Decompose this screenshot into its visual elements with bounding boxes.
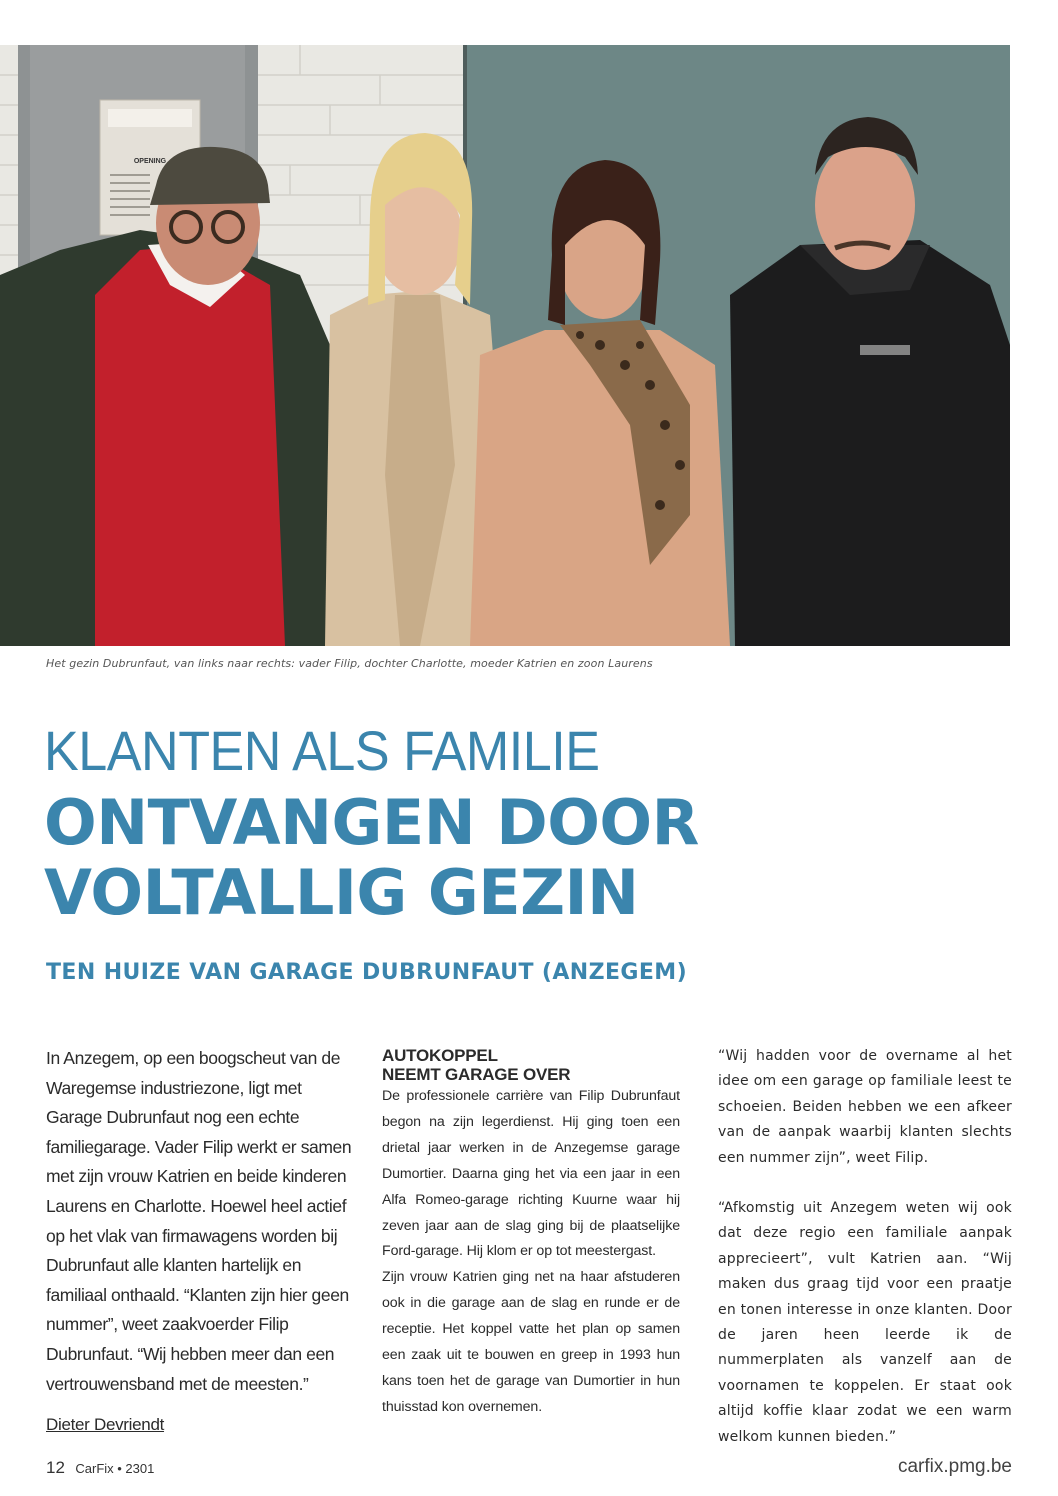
family-photo-illustration <box>0 45 1010 646</box>
magazine-issue: CarFix • 2301 <box>75 1461 155 1476</box>
column-middle <box>382 1044 680 1421</box>
body-paragraph-4: “Afkomstig uit Anzegem weten wij ook dat deze regio een familiale aanpak apprecieert”, vult Katrien aan. “Wij maken dus graag tijd voor een praatje en tonen interesse in onze klanten. Door de jaren heen leerde ik de nummerplaten als vanzelf aan de voornamen te koppelen. Er staat ook altijd koffie klaar zodat we een warm welkom kunnen bieden.” <box>718 1200 1012 1445</box>
footer-url: carfix.pmg.be <box>897 1456 1012 1477</box>
section-heading: AUTOKOPPEL NEEMT GARAGE OVER <box>382 1046 571 1084</box>
author-name: Dieter Devriendt <box>46 1415 165 1435</box>
body-paragraph-3: “Wij hadden voor de overname al het idee om een garage op familiale leest te schoeien. Beiden hebben we een afkeer van de aanpak waarbij klanten slechts een nummer zijn”, weet Filip. <box>718 1048 1012 1166</box>
body-paragraph-1: De professionele carrière van Filip Dubrunfaut begon na zijn legerdienst. Hij ging toen een drietal jaar werken in de Anzegemse garage Dumortier. Daarna ging het via een jaar in een Alfa Romeo-garage richting Kuurne waar hij zeven jaar aan de slag ging bij de plaatselijke Ford-garage. Hij klom er op tot meestergast. <box>382 1088 680 1260</box>
article-headline: ONTVANGEN DOOR VOLTALLIG GEZIN <box>44 786 699 929</box>
article-kicker: KLANTEN ALS FAMILIE <box>44 719 600 782</box>
body-paragraph-2: Zijn vrouw Katrien ging net na haar afstuderen ook in die garage aan de slag en runde er de receptie. Het koppel vatte het plan op samen een zaak uit te bouwen en greep in 1993 hun kans toen het de garage van Dumortier in hun thuisstad kon overnemen. <box>382 1269 680 1415</box>
footer-left <box>46 1458 154 1478</box>
page-number: 12 <box>46 1458 65 1477</box>
column-intro <box>46 1044 356 1435</box>
sign-text: OPENING <box>133 158 167 165</box>
article-subtitle: TEN HUIZE VAN GARAGE DUBRUNFAUT (ANZEGEM) <box>46 960 688 985</box>
column-right <box>718 1044 1012 1450</box>
intro-paragraph: In Anzegem, op een boogscheut van de Waregemse industriezone, ligt met Garage Dubrunfaut nog een echte familiegarage. Vader Filip werkt er samen met zijn vrouw Katrien en beide kinderen Laurens en Charlotte. Hoewel heel actief op het vlak van firmawagens worden bij Dubrunfaut alle klanten hartelijk en familiaal onthaald. “Klanten zijn hier geen nummer”, weet zaakvoerder Filip Dubrunfaut. “Wij hebben meer dan een vertrouwensband met de meesten.” <box>46 1048 352 1394</box>
photo-caption: Het gezin Dubrunfaut, van links naar rechts: vader Filip, dochter Charlotte, moeder Katrien en zoon Laurens <box>46 657 653 670</box>
family-photo <box>0 45 1010 646</box>
